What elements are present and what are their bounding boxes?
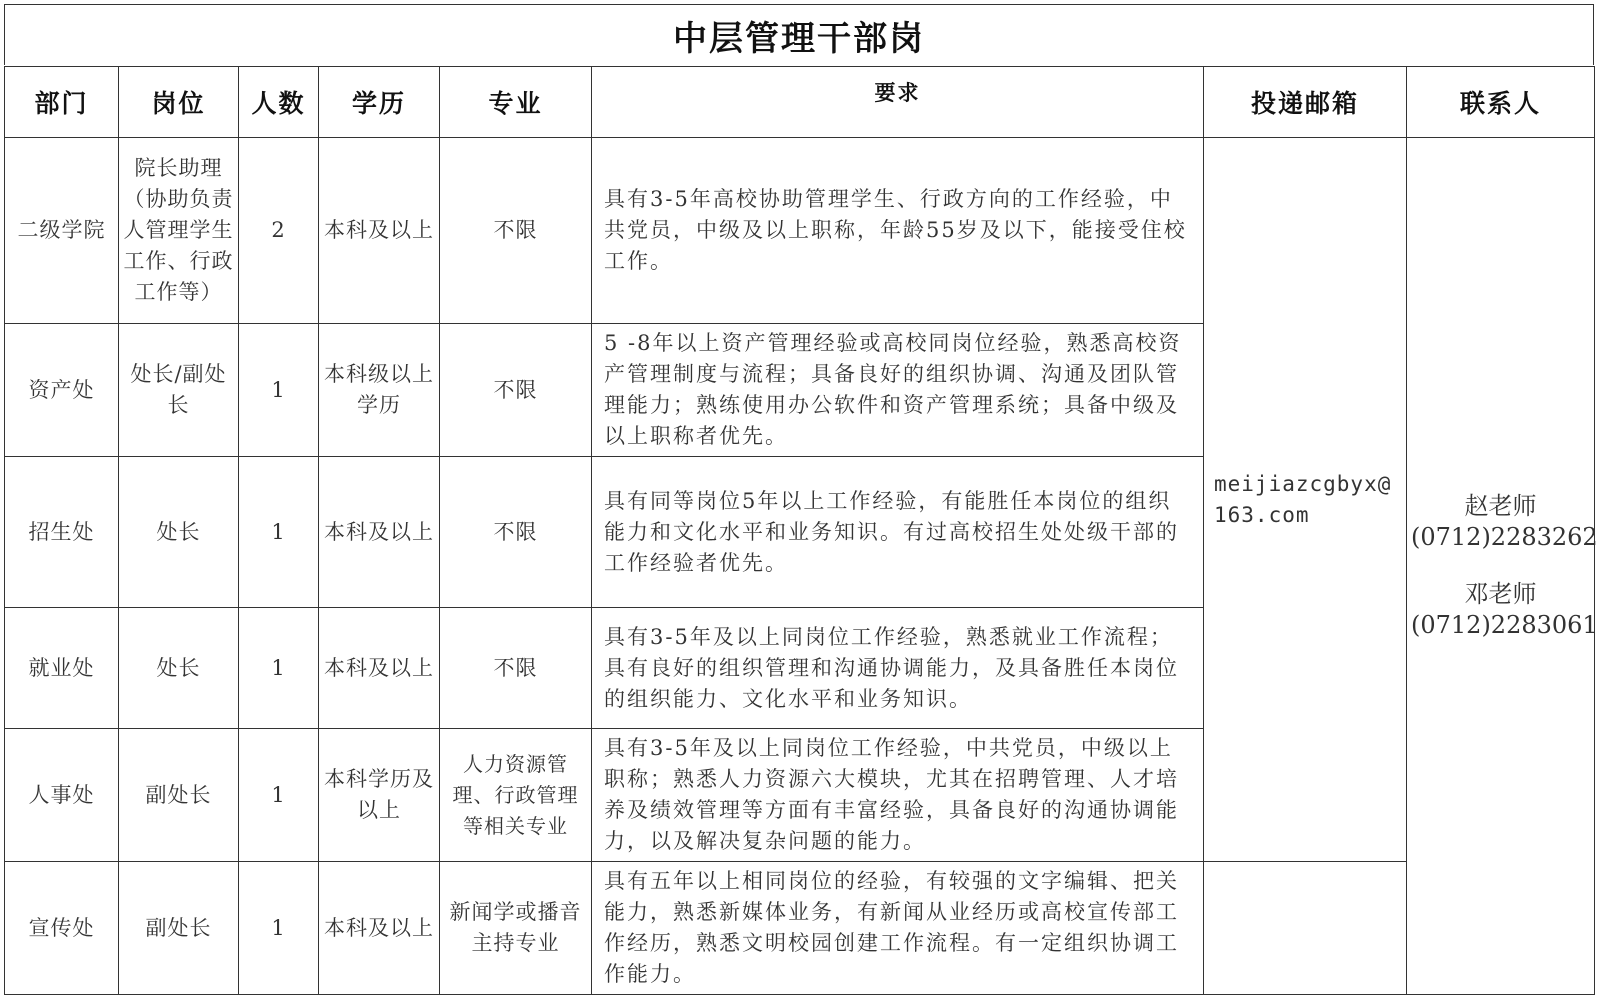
cell-count: 2 xyxy=(239,138,319,324)
cell-education: 本科及以上 xyxy=(319,457,440,608)
header-requirements: 要求 xyxy=(592,67,1204,138)
cell-contact xyxy=(1407,138,1598,995)
cell-major: 不限 xyxy=(440,457,592,608)
cell-major: 不限 xyxy=(440,608,592,729)
contact-name: 邓老师 xyxy=(1464,580,1537,608)
cell-requirements: 5 -8年以上资产管理经验或高校同岗位经验，熟悉高校资产管理制度与流程；具备良好的组织协调、沟通及团队管理能力；熟练使用办公软件和资产管理系统；具备中级及以上职称者优先。 xyxy=(592,324,1204,457)
cell-count: 1 xyxy=(239,862,319,995)
cell-count: 1 xyxy=(239,729,319,862)
cell-position: 处长 xyxy=(119,457,239,608)
cell-education: 本科及以上 xyxy=(319,608,440,729)
cell-department: 宣传处 xyxy=(5,862,119,995)
cell-department: 招生处 xyxy=(5,457,119,608)
cell-requirements: 具有3-5年及以上同岗位工作经验，中共党员，中级以上职称；熟悉人力资源六大模块，尤其在招聘管理、人才培养及绩效管理等方面有丰富经验，具备良好的沟通协调能力，以及解决复杂问题的能力。 xyxy=(592,729,1204,862)
contact-phone: (0712)2283061 xyxy=(1411,611,1598,639)
cell-count: 1 xyxy=(239,608,319,729)
cell-education: 本科及以上 xyxy=(319,862,440,995)
header-major: 专业 xyxy=(440,67,592,138)
cell-email: meijiazcgbyx@163.com xyxy=(1204,138,1407,862)
header-education: 学历 xyxy=(319,67,440,138)
cell-department: 人事处 xyxy=(5,729,119,862)
contact-deng xyxy=(1411,579,1598,641)
cell-position: 副处长 xyxy=(119,729,239,862)
header-email: 投递邮箱 xyxy=(1204,67,1407,138)
cell-major: 不限 xyxy=(440,138,592,324)
page-title: 中层管理干部岗 xyxy=(4,4,1594,65)
positions-table xyxy=(4,66,1598,995)
cell-department: 二级学院 xyxy=(5,138,119,324)
header-contact: 联系人 xyxy=(1407,67,1595,138)
cell-requirements: 具有3-5年及以上同岗位工作经验，熟悉就业工作流程；具有良好的组织管理和沟通协调能力，及具备胜任本岗位的组织能力、文化水平和业务知识。 xyxy=(592,608,1204,729)
cell-education: 本科学历及以上 xyxy=(319,729,440,862)
cell-email-empty xyxy=(1204,862,1407,995)
cell-count: 1 xyxy=(239,457,319,608)
cell-position: 院长助理（协助负责人管理学生工作、行政工作等） xyxy=(119,138,239,324)
cell-count: 1 xyxy=(239,324,319,457)
cell-position: 处长/副处长 xyxy=(119,324,239,457)
cell-position: 处长 xyxy=(119,608,239,729)
header-department: 部门 xyxy=(5,67,119,138)
cell-major: 人力资源管理、行政管理等相关专业 xyxy=(440,729,592,862)
cell-education: 本科级以上学历 xyxy=(319,324,440,457)
contact-name: 赵老师 xyxy=(1464,492,1537,520)
header-position: 岗位 xyxy=(119,67,239,138)
table-row xyxy=(5,862,1595,995)
recruitment-sheet xyxy=(4,4,1598,986)
cell-requirements: 具有五年以上相同岗位的经验，有较强的文字编辑、把关能力，熟悉新媒体业务，有新闻从业经历或高校宣传部工作经历，熟悉文明校园创建工作流程。有一定组织协调工作能力。 xyxy=(592,862,1204,995)
cell-department: 就业处 xyxy=(5,608,119,729)
cell-major: 不限 xyxy=(440,324,592,457)
cell-education: 本科及以上 xyxy=(319,138,440,324)
cell-major: 新闻学或播音主持专业 xyxy=(440,862,592,995)
cell-requirements: 具有同等岗位5年以上工作经验，有能胜任本岗位的组织能力和文化水平和业务知识。有过高校招生处处级干部的工作经验者优先。 xyxy=(592,457,1204,608)
cell-position: 副处长 xyxy=(119,862,239,995)
contact-zhao xyxy=(1411,491,1598,553)
cell-requirements: 具有3-5年高校协助管理学生、行政方向的工作经验，中共党员，中级及以上职称，年龄55岁及以下，能接受住校工作。 xyxy=(592,138,1204,324)
header-row xyxy=(5,67,1595,138)
table-row xyxy=(5,138,1595,324)
header-count: 人数 xyxy=(239,67,319,138)
contact-phone: (0712)2283262 xyxy=(1411,523,1598,551)
cell-department: 资产处 xyxy=(5,324,119,457)
